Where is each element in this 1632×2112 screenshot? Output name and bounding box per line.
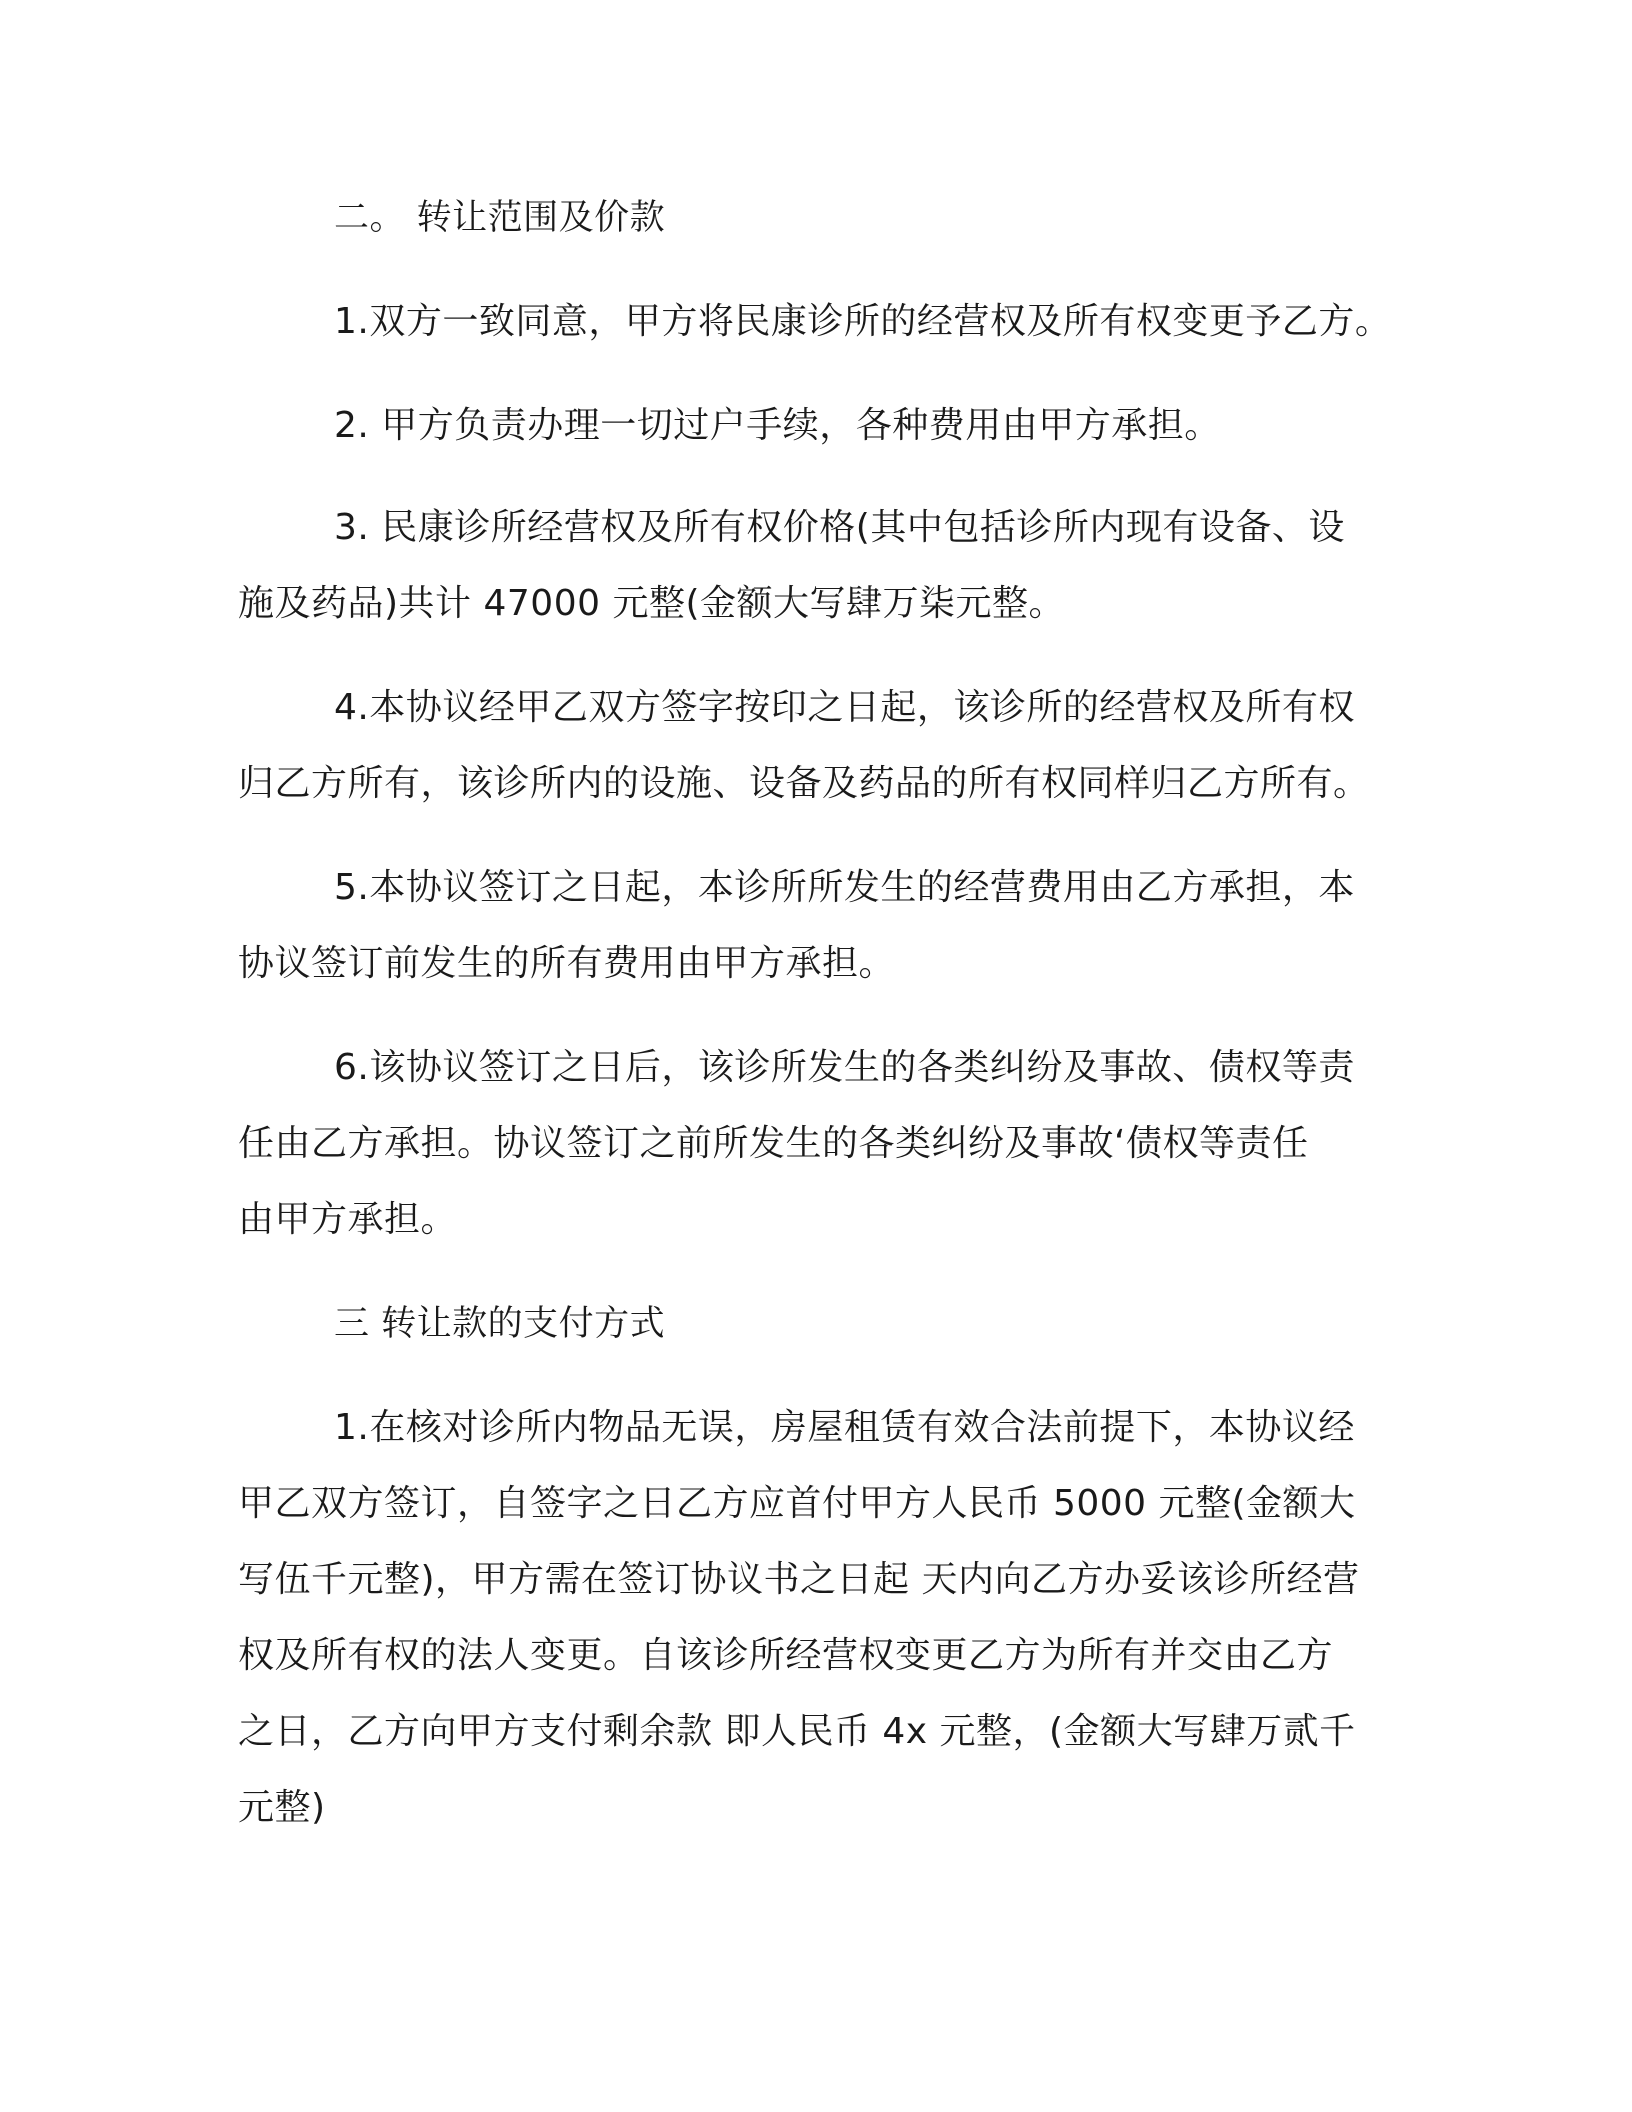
section-heading-payment-method: 三 转让款的支付方式 <box>334 1304 666 1344</box>
clause-3-1-line-2: 甲乙双方签订，自签字之日乙方应首付甲方人民币 5000 元整(金额大 <box>238 1483 1356 1524</box>
clause-3-1-line-5: 之日，乙方向甲方支付剩余款 即人民币 4x 元整，(金额大写肆万贰千 <box>238 1711 1356 1752</box>
clause-2-4-line-1: 4.本协议经甲乙双方签字按印之日起，该诊所的经营权及所有权 <box>334 687 1355 728</box>
clause-2-6-line-2: 任由乙方承担。协议签订之前所发生的各类纠纷及事故‘债权等责任 <box>238 1123 1309 1164</box>
clause-2-6-line-3: 由甲方承担。 <box>238 1199 458 1240</box>
clause-3-1-line-6: 元整) <box>238 1787 326 1828</box>
clause-3-1-line-4: 权及所有权的法人变更。自该诊所经营权变更乙方为所有并交由乙方 <box>238 1635 1334 1676</box>
clause-2-5-line-1: 5.本协议签订之日起，本诊所所发生的经营费用由乙方承担，本 <box>334 867 1355 908</box>
clause-3-1-line-1: 1.在核对诊所内物品无误，房屋租赁有效合法前提下，本协议经 <box>334 1407 1355 1448</box>
clause-2-3-line-1: 3. 民康诊所经营权及所有权价格(其中包括诊所内现有设备、设 <box>334 507 1345 548</box>
section-heading-transfer-scope-price: 二。 转让范围及价款 <box>334 198 666 238</box>
clause-2-5-line-2: 协议签订前发生的所有费用由甲方承担。 <box>238 943 896 984</box>
clause-2-1-line-1: 1.双方一致同意，甲方将民康诊所的经营权及所有权变更予乙方。 <box>334 301 1392 342</box>
clause-3-1-line-3: 写伍千元整)，甲方需在签订协议书之日起 天内向乙方办妥该诊所经营 <box>238 1559 1360 1600</box>
clause-2-2-line-1: 2. 甲方负责办理一切过户手续，各种费用由甲方承担。 <box>334 405 1221 446</box>
clause-2-4-line-2: 归乙方所有，该诊所内的设施、设备及药品的所有权同样归乙方所有。 <box>238 763 1370 804</box>
clause-2-3-line-2: 施及药品)共计 47000 元整(金额大写肆万柒元整。 <box>238 583 1065 624</box>
clause-2-6-line-1: 6.该协议签订之日后，该诊所发生的各类纠纷及事故、债权等责 <box>334 1047 1355 1088</box>
